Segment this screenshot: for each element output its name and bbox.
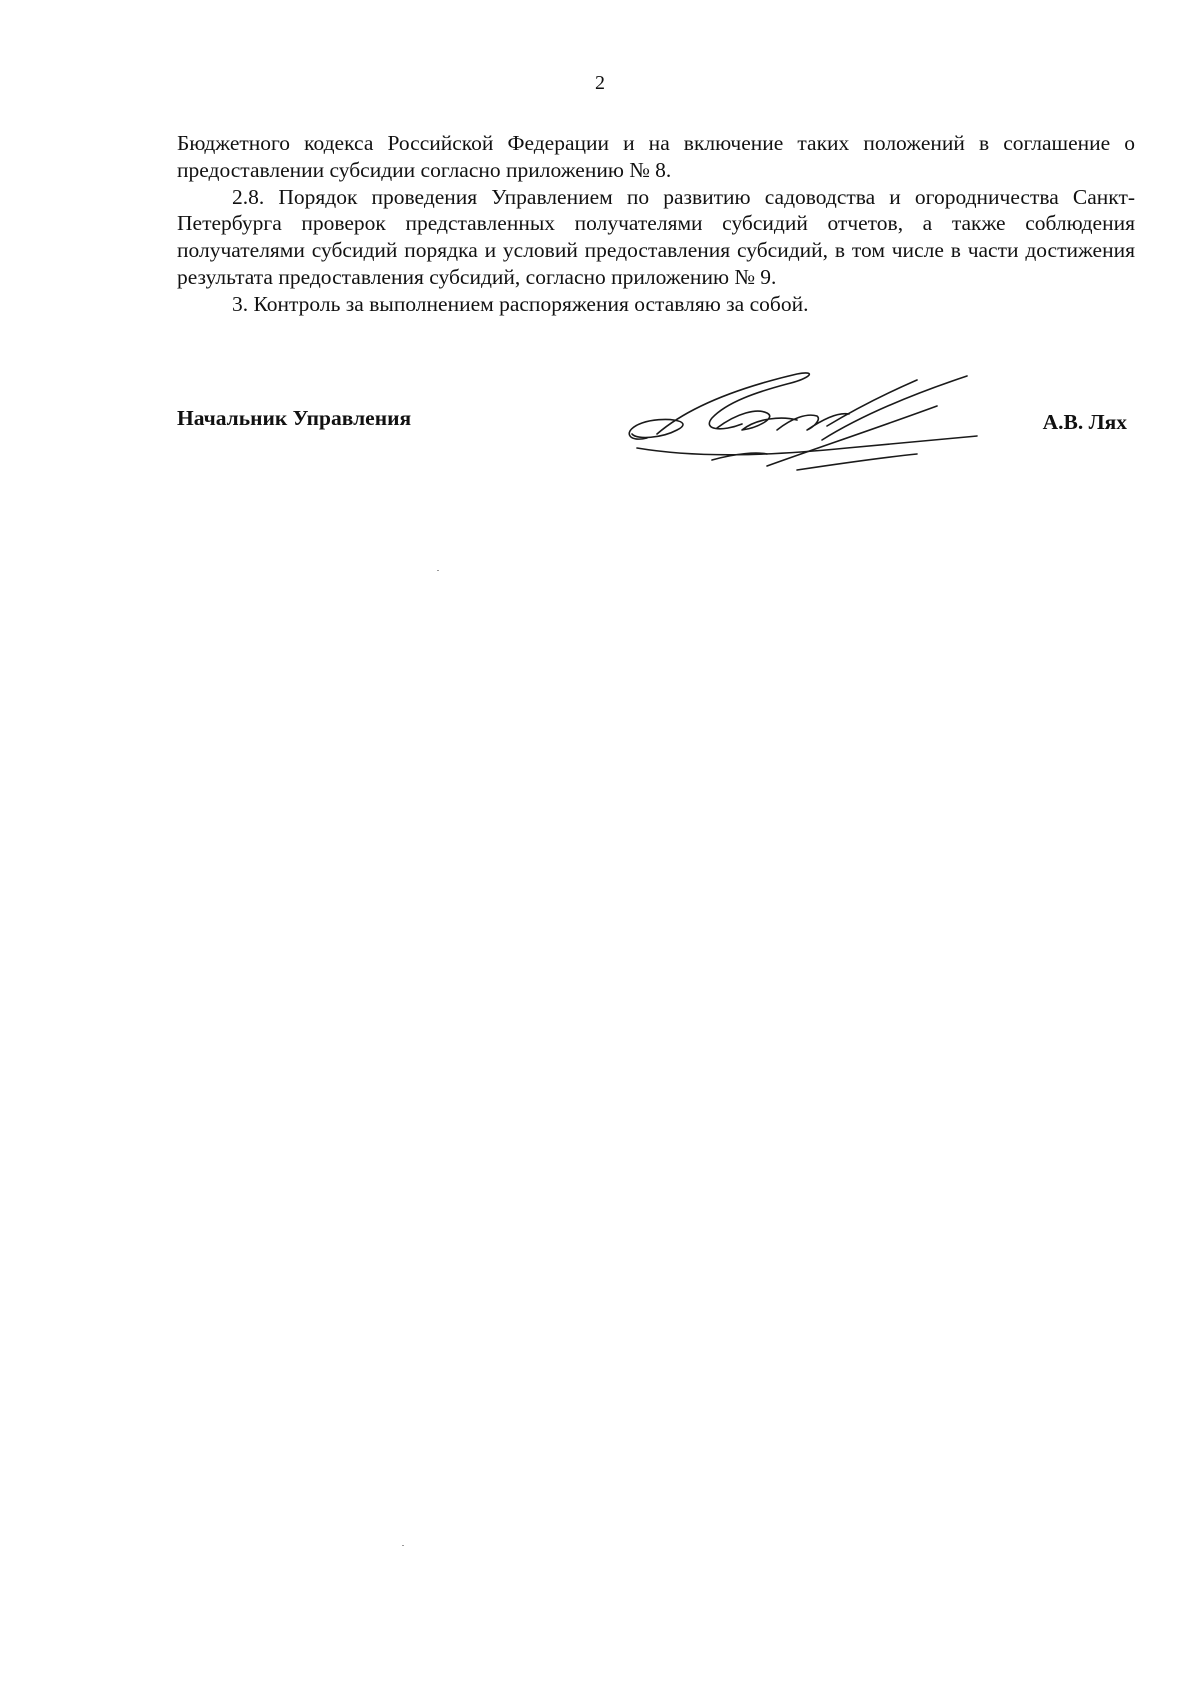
scan-speck	[402, 1545, 404, 1546]
handwritten-signature	[617, 368, 987, 488]
scan-speck	[437, 570, 439, 571]
paragraph-continuation: Бюджетного кодекса Российской Федерации и на включение таких положений в соглашение о предоставлении субсидии согласно приложению № 8.	[177, 131, 1135, 182]
signature-block	[177, 370, 1135, 490]
paragraph-3: 3. Контроль за выполнением распоряжения оставляю за собой.	[232, 291, 809, 316]
signatory-title: Начальник Управления	[177, 406, 412, 430]
signatory-name: А.В. Лях	[1042, 410, 1127, 434]
paragraph-2-8: 2.8. Порядок проведения Управлением по развитию садоводства и огородничества Санкт-Петербурга проверок представленных получателями субсидий отчетов, а также соблюдения получателями субсидий порядка и условий предоставления субсидий, в том числе в части достижения результата предоставления субсидий, согласно приложению № 9.	[177, 184, 1135, 289]
page-number: 2	[595, 72, 605, 94]
document-body	[177, 130, 1135, 318]
